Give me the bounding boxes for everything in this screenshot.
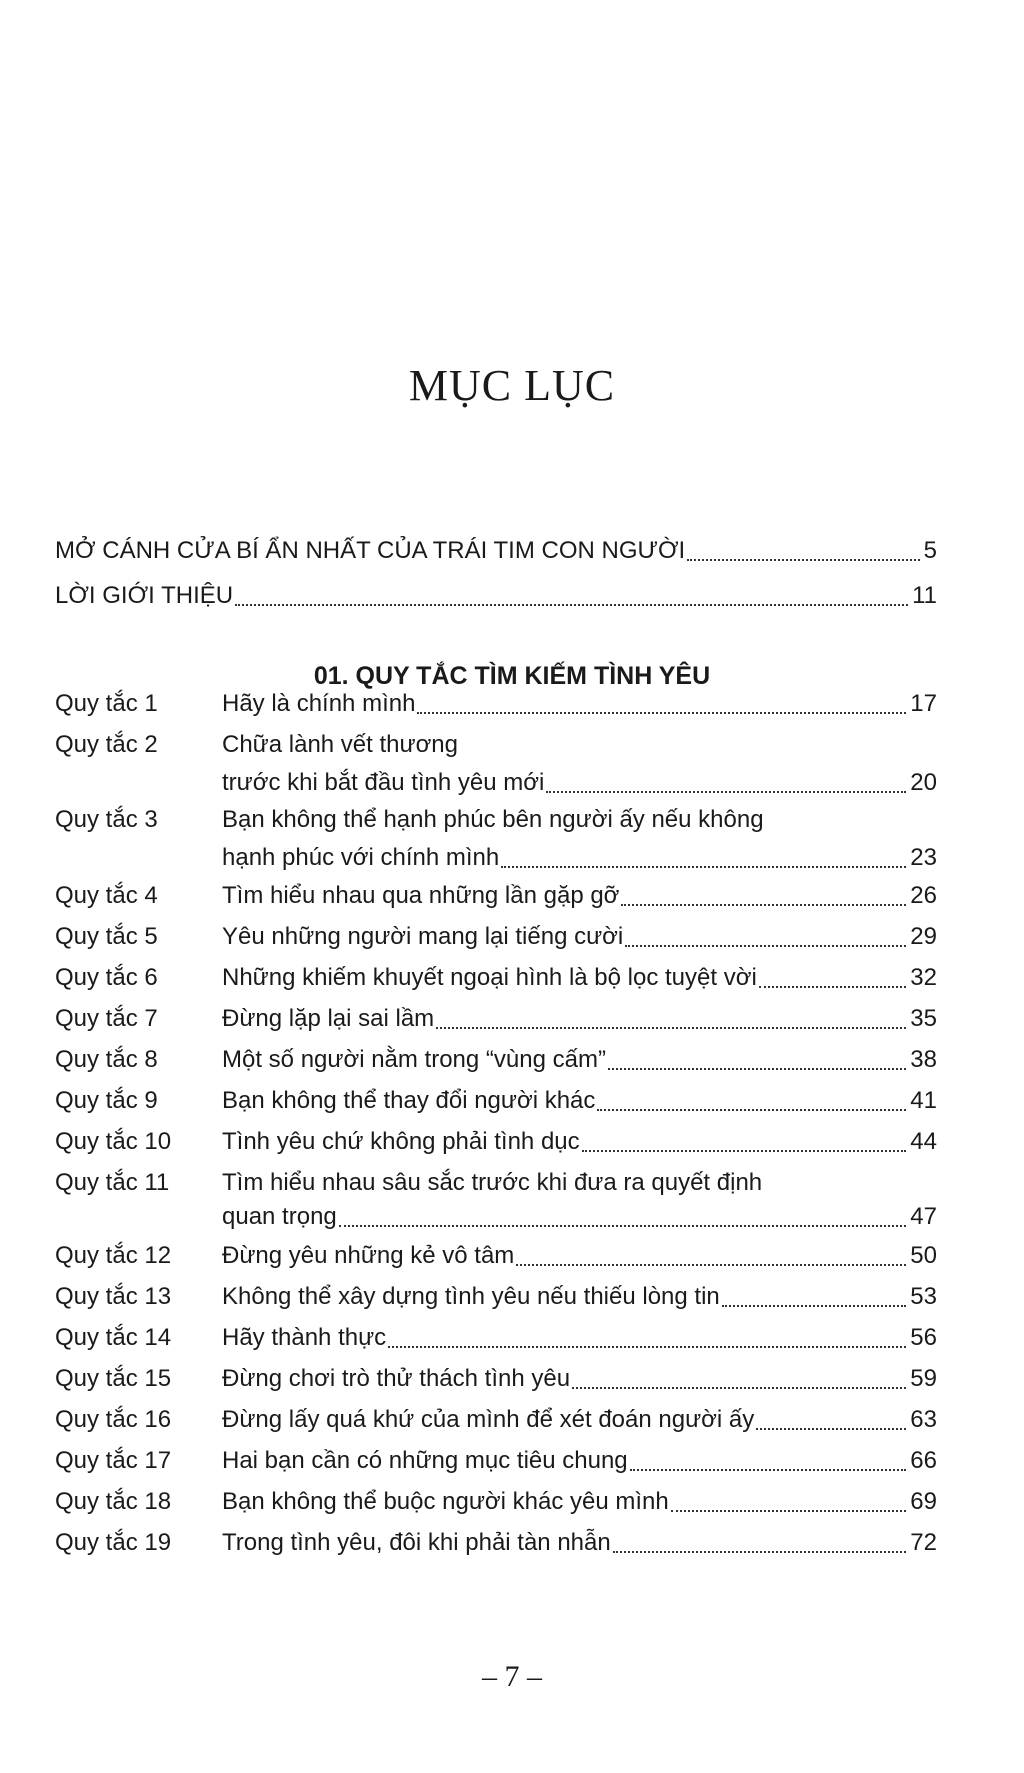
rule-page-number: 41	[910, 1087, 937, 1114]
rule-title: Bạn không thể buộc người khác yêu mình	[222, 1488, 669, 1515]
rule-title: Tình yêu chứ không phải tình dục	[222, 1128, 580, 1155]
rule-label: Quy tắc 4	[55, 882, 158, 909]
rule-title: Đừng chơi trò thử thách tình yêu	[222, 1365, 571, 1392]
rule-page-number: 38	[910, 1046, 937, 1073]
toc-page-number: 11	[912, 582, 937, 609]
dot-leader	[339, 1201, 907, 1227]
rule-title: hạnh phúc với chính mình	[222, 844, 500, 871]
toc-rule-row[interactable]	[55, 804, 937, 874]
rule-title: Tìm hiểu nhau qua những lần gặp gỡ	[222, 882, 620, 909]
rule-title: Một số người nằm trong “vùng cấm”	[222, 1046, 606, 1073]
rule-page-number: 63	[910, 1406, 937, 1433]
rule-page-number: 53	[910, 1283, 937, 1310]
rule-page-number: 72	[910, 1529, 937, 1556]
rule-label: Quy tắc 14	[55, 1324, 172, 1351]
dot-leader	[722, 1281, 907, 1307]
rule-label: Quy tắc 12	[55, 1242, 172, 1269]
dot-leader	[582, 1126, 907, 1152]
rule-page-number: 47	[910, 1203, 937, 1230]
rule-label: Quy tắc 11	[55, 1169, 170, 1196]
toc-rule-row[interactable]	[55, 921, 937, 953]
dot-leader	[417, 688, 906, 714]
rule-page-number: 44	[910, 1128, 937, 1155]
toc-entry-text: LỜI GIỚI THIỆU	[55, 582, 234, 609]
rule-title-line1: Bạn không thể hạnh phúc bên người ấy nếu không	[222, 806, 764, 833]
rule-title: trước khi bắt đầu tình yêu mới	[222, 769, 545, 796]
dot-leader	[625, 921, 906, 947]
rule-page-number: 56	[910, 1324, 937, 1351]
toc-rule-row[interactable]	[55, 1486, 937, 1518]
rule-title: Đừng yêu những kẻ vô tâm	[222, 1242, 515, 1269]
toc-rule-row[interactable]	[55, 1003, 937, 1035]
rule-title-line1: Chữa lành vết thương	[222, 731, 459, 758]
toc-rule-row[interactable]	[55, 1240, 937, 1272]
dot-leader	[613, 1527, 907, 1553]
rule-label: Quy tắc 2	[55, 731, 158, 758]
rule-title: Hãy là chính mình	[222, 690, 416, 717]
rule-page-number: 20	[910, 769, 937, 796]
rule-page-number: 66	[910, 1447, 937, 1474]
rule-label: Quy tắc 19	[55, 1529, 172, 1556]
rule-title: Không thể xây dựng tình yêu nếu thiếu lòng tin	[222, 1283, 720, 1310]
toc-rule-row[interactable]	[55, 729, 937, 799]
toc-entry-foreword[interactable]	[55, 535, 937, 567]
page-number: – 7 –	[482, 1660, 542, 1693]
dot-leader	[630, 1445, 907, 1471]
toc-rule-row[interactable]	[55, 962, 937, 994]
rule-page-number: 26	[910, 882, 937, 909]
rule-title: Những khiếm khuyết ngoại hình là bộ lọc tuyệt vời	[222, 964, 757, 991]
toc-entry-text: MỞ CÁNH CỬA BÍ ẨN NHẤT CỦA TRÁI TIM CON NGƯỜI	[55, 537, 686, 564]
section-heading: 01. QUY TẮC TÌM KIẾM TÌNH YÊU	[313, 662, 711, 690]
rule-label: Quy tắc 3	[55, 806, 158, 833]
dot-leader	[756, 1404, 906, 1430]
toc-rule-row[interactable]	[55, 1527, 937, 1559]
toc-rule-row[interactable]	[55, 1126, 937, 1158]
toc-page-number: 5	[923, 537, 937, 564]
dot-leader	[687, 535, 919, 561]
toc-rule-row[interactable]	[55, 1085, 937, 1117]
rule-title: Yêu những người mang lại tiếng cười	[222, 923, 624, 950]
rule-page-number: 50	[910, 1242, 937, 1269]
dot-leader	[621, 880, 906, 906]
toc-rule-row[interactable]	[55, 1044, 937, 1076]
rule-page-number: 59	[910, 1365, 937, 1392]
toc-rule-row[interactable]	[55, 1281, 937, 1313]
dot-leader	[436, 1003, 906, 1029]
rule-label: Quy tắc 16	[55, 1406, 172, 1433]
rule-label: Quy tắc 1	[55, 690, 158, 717]
rule-label: Quy tắc 13	[55, 1283, 172, 1310]
dot-leader	[597, 1085, 906, 1111]
rule-label: Quy tắc 5	[55, 923, 158, 950]
rule-label: Quy tắc 18	[55, 1488, 172, 1515]
dot-leader	[546, 767, 906, 793]
rule-page-number: 32	[910, 964, 937, 991]
toc-rule-row[interactable]	[55, 1404, 937, 1436]
rule-title: Đừng lặp lại sai lầm	[222, 1005, 435, 1032]
rule-title-line1: Tìm hiểu nhau sâu sắc trước khi đưa ra quyết định	[222, 1169, 763, 1196]
rule-label: Quy tắc 17	[55, 1447, 172, 1474]
rule-title: Trong tình yêu, đôi khi phải tàn nhẫn	[222, 1529, 611, 1556]
dot-leader	[572, 1363, 906, 1389]
rule-page-number: 23	[910, 844, 937, 871]
rule-title: Bạn không thể thay đổi người khác	[222, 1087, 596, 1114]
rule-label: Quy tắc 9	[55, 1087, 158, 1114]
rule-page-number: 69	[910, 1488, 937, 1515]
dot-leader	[759, 962, 907, 988]
rule-title: Hãy thành thực	[222, 1324, 387, 1351]
page-title: MỤC LỤC	[408, 361, 616, 410]
rule-title: Đừng lấy quá khứ của mình để xét đoán người ấy	[222, 1406, 755, 1433]
dot-leader	[501, 842, 906, 868]
toc-rule-row[interactable]	[55, 1363, 937, 1395]
toc-rule-row[interactable]	[55, 688, 937, 720]
rule-title: Hai bạn cần có những mục tiêu chung	[222, 1447, 628, 1474]
rule-title: quan trọng	[222, 1203, 337, 1230]
rule-label: Quy tắc 7	[55, 1005, 158, 1032]
dot-leader	[516, 1240, 906, 1266]
rule-page-number: 29	[910, 923, 937, 950]
toc-entry-introduction[interactable]	[55, 580, 937, 612]
rule-label: Quy tắc 10	[55, 1128, 172, 1155]
rule-label: Quy tắc 15	[55, 1365, 172, 1392]
rule-page-number: 17	[910, 690, 937, 717]
dot-leader	[388, 1322, 906, 1348]
rule-label: Quy tắc 6	[55, 964, 158, 991]
dot-leader	[235, 580, 908, 606]
toc-rule-row[interactable]	[55, 1322, 937, 1354]
rule-page-number: 35	[910, 1005, 937, 1032]
rule-label: Quy tắc 8	[55, 1046, 158, 1073]
dot-leader	[608, 1044, 906, 1070]
toc-rule-row[interactable]	[55, 1167, 937, 1233]
toc-rule-row[interactable]	[55, 1445, 937, 1477]
dot-leader	[671, 1486, 907, 1512]
toc-rule-row[interactable]	[55, 880, 937, 912]
